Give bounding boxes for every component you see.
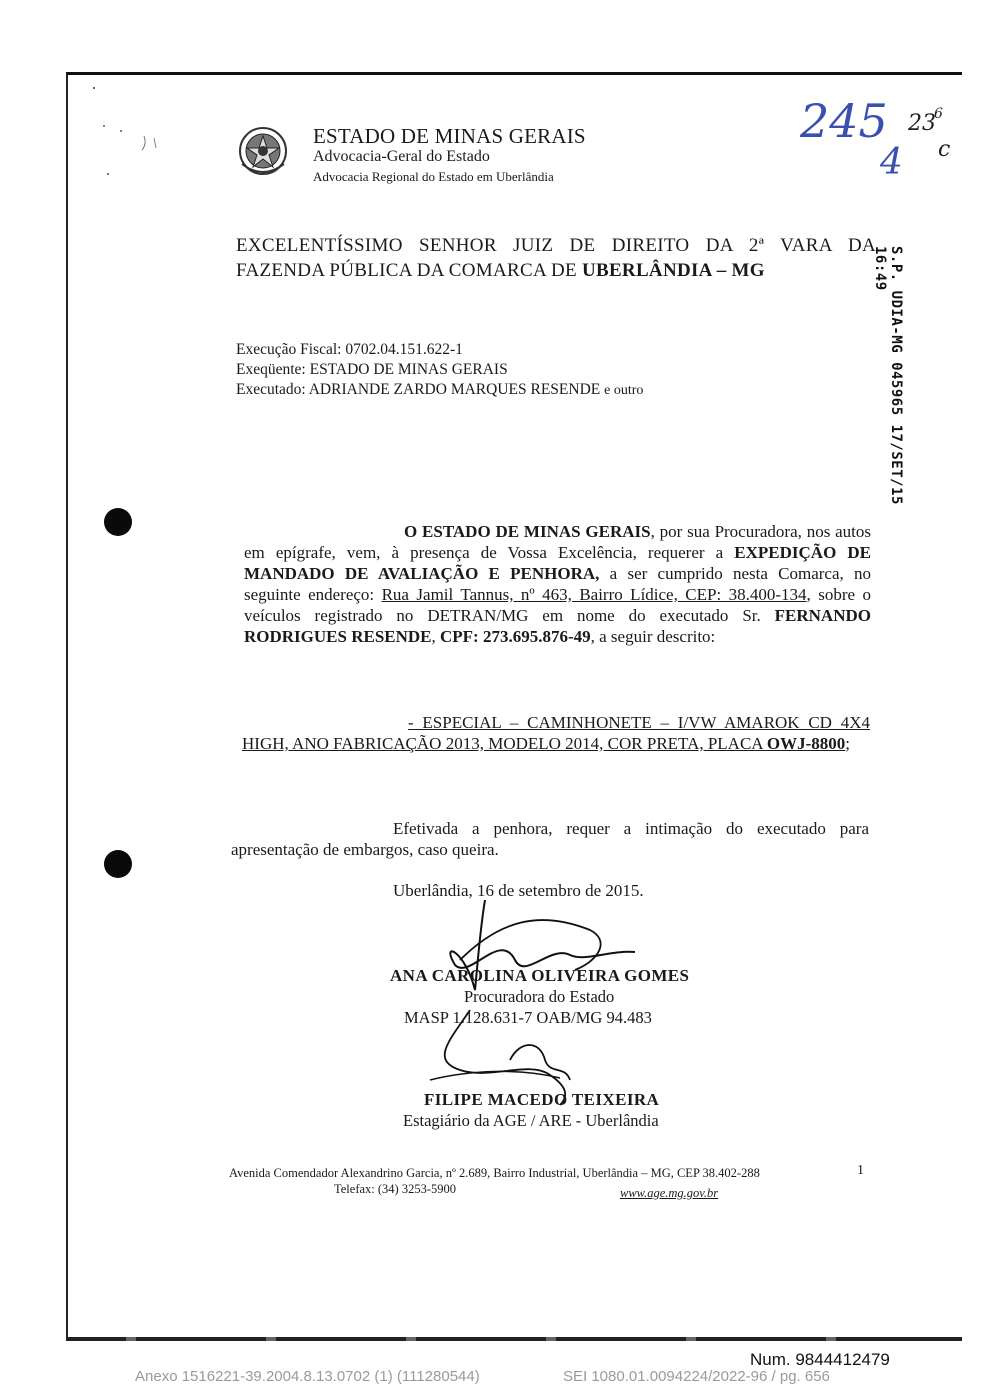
footer-address: Avenida Comendador Alexandrino Garcia, nº 2.689, Bairro Industrial, Uberlândia – MG, CEP 38.402-288: [229, 1166, 760, 1180]
case-executado-line: [236, 380, 643, 401]
folio-corner-sub: c: [938, 137, 951, 162]
signer-1-role: Procuradora do Estado: [464, 987, 615, 1006]
request-text: , a seguir descrito:: [590, 627, 716, 646]
signer-2-name: FILIPE MACEDO TEIXEIRA: [424, 1090, 660, 1109]
case-exequente: Exeqüente: ESTADO DE MINAS GERAIS: [236, 361, 508, 378]
addressee-line: EXCELENTÍSSIMO SENHOR JUIZ DE DIREITO DA 2ª VARA DA FAZENDA PÚBLICA DA COMARCA DE: [236, 235, 876, 281]
request-text: ,: [431, 627, 441, 646]
header-state-name: ESTADO DE MINAS GERAIS: [313, 124, 586, 148]
signer-2-role: Estagiário da AGE / ARE - Uberlândia: [403, 1111, 659, 1130]
signer-1-name: ANA CAROLINA OLIVEIRA GOMES: [390, 966, 690, 985]
header-regional-office: Advocacia Regional do Estado em Uberlândia: [313, 169, 554, 184]
request-text: a ser cumprido nesta Comarca, no seguinte endereço:: [244, 564, 871, 604]
request-text: , sobre o veículos registrado no DETRAN/MG em nome do executado Sr.: [244, 585, 871, 625]
addressee: [236, 233, 876, 283]
sei-reference: SEI 1080.01.0094224/2022-96 / pg. 656: [563, 1368, 830, 1385]
signer-1-registration: MASP 1.128.631-7 OAB/MG 94.483: [404, 1008, 652, 1027]
closing-paragraph: [231, 818, 869, 860]
request-type: EXPEDIÇÃO DE MANDADO DE AVALIAÇÃO E PENHORA,: [244, 543, 872, 583]
document-number: Num. 9844412479: [750, 1350, 890, 1369]
case-executado: Executado: ADRIANDE ZARDO MARQUES RESENDE: [236, 381, 601, 398]
footer-phone: Telefax: (34) 3253-5900: [334, 1182, 457, 1196]
folio-corner-sup: 6: [934, 106, 943, 122]
vehicle-description: [242, 712, 870, 754]
protocol-stamp: S.P. UDIA-MG 045965 17/SET/15 16:49: [872, 246, 904, 505]
case-info: [236, 340, 643, 401]
footer-website-link[interactable]: www.age.mg.gov.br: [620, 1186, 719, 1200]
state-coat-of-arms-icon: [238, 124, 288, 178]
folio-main: 245: [800, 94, 888, 148]
handwritten-folio-number: [790, 82, 960, 182]
scan-specks: [86, 86, 186, 196]
punch-hole: [104, 850, 132, 878]
folio-sub: 4: [880, 142, 903, 182]
request-text: , por sua Procuradora, nos autos em epígrafe, vem, à presença de Vossa Excelência, requerer a: [244, 522, 872, 562]
punch-hole: [104, 508, 132, 536]
addressee-city: UBERLÂNDIA – MG: [581, 260, 765, 281]
address: Rua Jamil Tannus, nº 463, Bairro Lídice, CEP: 38.400-134: [381, 585, 807, 604]
vehicle-plate: OWJ-8800: [766, 734, 846, 753]
case-executado-suffix: e outro: [604, 383, 644, 398]
folio-corner: 23: [908, 111, 936, 136]
vehicle-text: - ESPECIAL – CAMINHONETE – I/VW AMAROK CD 4X4 HIGH, ANO FABRICAÇÃO 2013, MODELO 2014, COR PRETA, PLACA: [242, 713, 870, 753]
vehicle-text: ;: [845, 734, 851, 753]
page-number: 1: [857, 1163, 864, 1178]
case-execucao: Execução Fiscal: 0702.04.151.622-1: [236, 341, 463, 358]
header-agency: Advocacia-Geral do Estado: [313, 148, 490, 165]
party-name: O ESTADO DE MINAS GERAIS: [404, 522, 651, 541]
owner-name: FERNANDO RODRIGUES RESENDE: [244, 606, 871, 646]
owner-cpf: CPF: 273.695.876-49: [440, 627, 591, 646]
closing-text: Efetivada a penhora, requer a intimação do executado para apresentação de embargos, caso queira.: [231, 819, 869, 859]
date-line: Uberlândia, 16 de setembro de 2015.: [393, 881, 644, 900]
request-paragraph: [244, 521, 871, 647]
annex-reference: Anexo 1516221-39.2004.8.13.0702 (1) (111280544): [135, 1368, 480, 1385]
